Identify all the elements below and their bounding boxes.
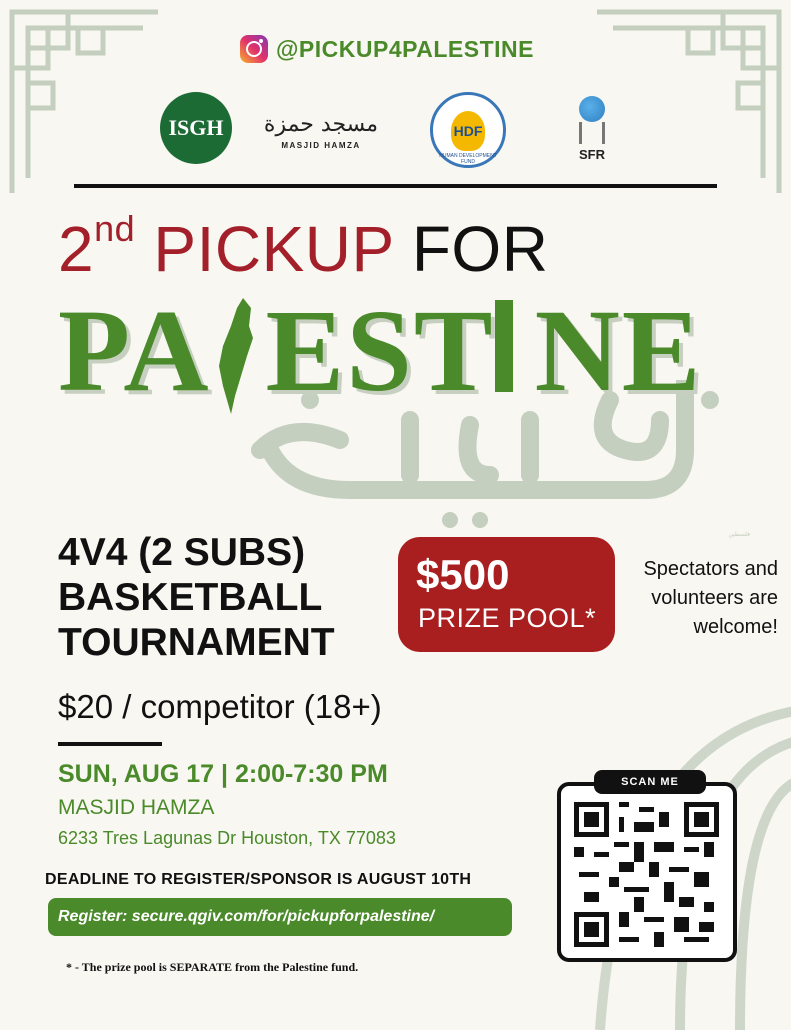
- event-venue: MASJID HAMZA: [58, 796, 215, 819]
- tournament-line2: BASKETBALL: [58, 576, 323, 619]
- spectators-note: Spectators and volunteers are welcome!: [643, 558, 778, 638]
- arabic-watermark-text: فلسطين: [728, 532, 750, 538]
- instagram-icon: [240, 35, 268, 63]
- masjid-english: MASJID HAMZA: [281, 141, 361, 150]
- isgh-logo: ISGH: [160, 92, 232, 164]
- hdf-mark: HDF: [451, 111, 485, 151]
- sfr-text: SFR: [579, 147, 605, 162]
- title-pickup: PICKUP: [153, 213, 394, 285]
- corner-ornament-top-right: [593, 8, 783, 198]
- event-address: 6233 Tres Lagunas Dr Houston, TX 77083: [58, 828, 396, 848]
- title-for: FOR: [411, 213, 549, 285]
- title-line1: [58, 208, 549, 286]
- prize-amount: $500: [416, 551, 510, 598]
- scan-me-label: SCAN ME: [594, 770, 706, 794]
- masjid-arabic: مسجد حمزة: [263, 112, 379, 137]
- prize-label: PRIZE POOL*: [418, 603, 597, 633]
- letter-i-stem: [493, 300, 515, 392]
- prize-footnote: * - The prize pool is SEPARATE from the Palestine fund.: [66, 960, 359, 974]
- globe-icon: [579, 96, 605, 122]
- corner-ornament-top-left: [8, 8, 168, 198]
- qr-code[interactable]: [574, 802, 719, 947]
- title-ordinal: 2: [58, 213, 95, 285]
- hands-icon: [579, 122, 605, 144]
- tournament-heading: [58, 530, 335, 665]
- hdf-logo: [430, 92, 506, 168]
- instagram-handle-text: @PICKUP4PALESTINE: [276, 35, 534, 62]
- tournament-line1: 4V4 (2 SUBS): [58, 531, 306, 574]
- title-palestine: PA EST NE: [58, 285, 703, 416]
- register-link[interactable]: Register: secure.qgiv.com/for/pickupforpalestine/: [48, 898, 512, 936]
- short-divider: [58, 742, 162, 746]
- event-date-time: SUN, AUG 17 | 2:00-7:30 PM: [58, 760, 388, 788]
- masjid-hamza-logo: [256, 112, 386, 172]
- palestine-map-icon: [213, 296, 259, 416]
- tournament-line3: TOURNAMENT: [58, 621, 335, 664]
- instagram-handle: [240, 35, 534, 63]
- hdf-caption: HUMAN DEVELOPMENT FUND: [439, 153, 497, 165]
- prize-badge: [398, 537, 615, 652]
- divider: [74, 184, 717, 188]
- entry-fee: $20 / competitor (18+): [58, 688, 382, 725]
- sfr-logo: [572, 96, 612, 172]
- registration-deadline: DEADLINE TO REGISTER/SPONSOR IS AUGUST 10TH: [45, 871, 472, 888]
- title-ordinal-suffix: nd: [94, 208, 136, 249]
